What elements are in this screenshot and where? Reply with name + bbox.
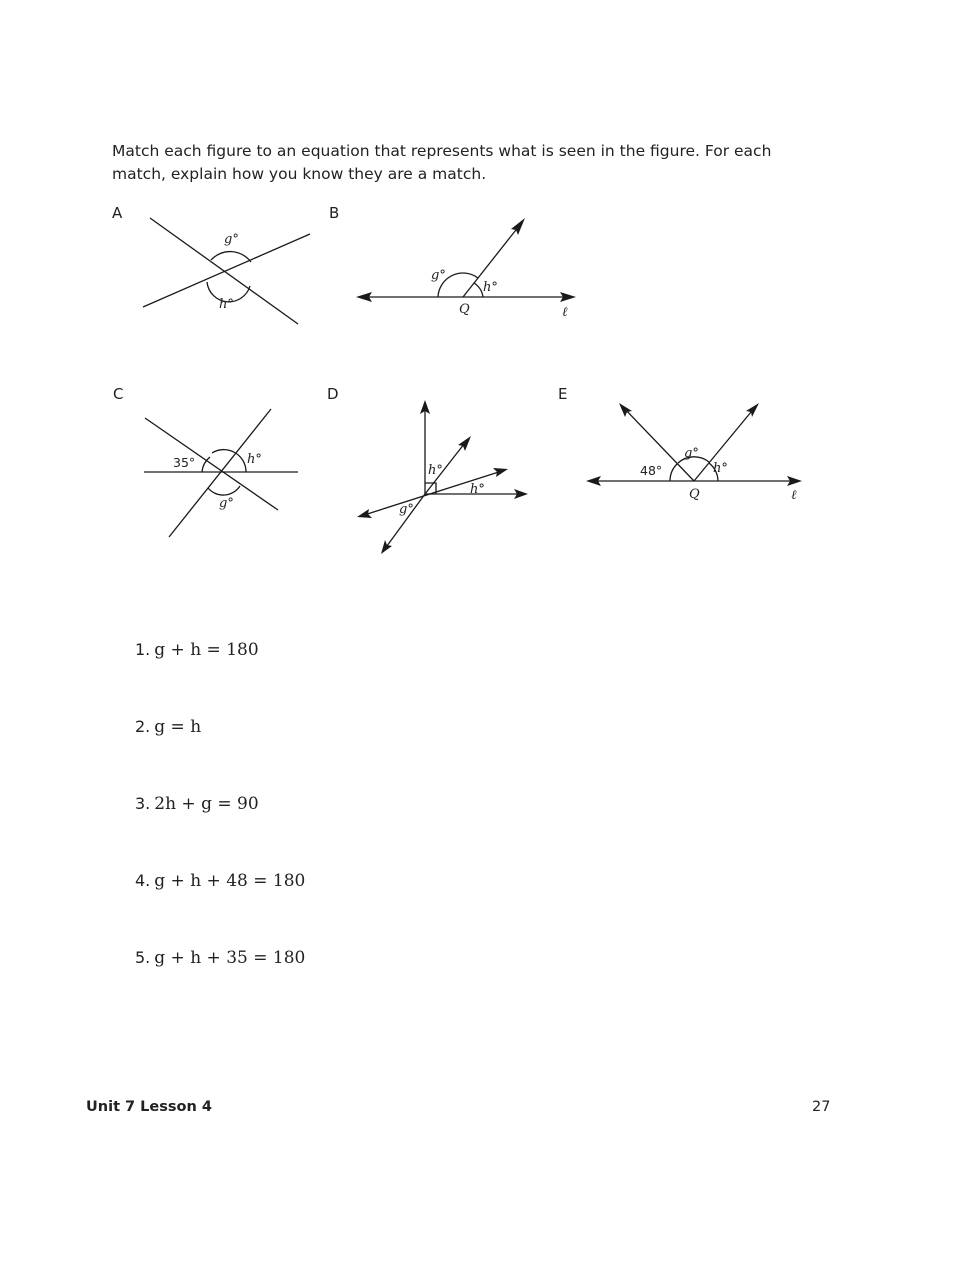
figure-e-line-label: ℓ [791, 488, 797, 503]
equation-1-expression: g + h = 180 [154, 640, 259, 660]
equation-2-number: 2. [135, 717, 151, 736]
figure-label-e: E [558, 385, 568, 403]
equation-1-number: 1. [135, 640, 151, 659]
figure-d-g-label: g° [399, 502, 414, 517]
figure-label-a: A [112, 204, 123, 222]
figure-e-48-label: 48° [640, 463, 663, 478]
equation-3-number: 3. [135, 794, 151, 813]
figure-e-point-q: Q [689, 487, 700, 502]
equation-1 [135, 640, 259, 660]
equation-5 [135, 948, 305, 968]
equation-4 [135, 871, 305, 891]
figure-c-35-label: 35° [173, 455, 196, 470]
figure-b-point-q: Q [459, 302, 470, 317]
figure-label-c: C [113, 385, 124, 403]
figure-e-h-label: h° [713, 461, 728, 476]
figure-b-g-label: g° [431, 268, 446, 283]
figure-d-h-label-2: h° [470, 482, 485, 497]
equation-5-number: 5. [135, 948, 151, 967]
equation-3-expression: 2h + g = 90 [154, 794, 259, 814]
equation-2-expression: g = h [154, 717, 202, 737]
equation-3 [135, 794, 259, 814]
instructions-text: Match each figure to an equation that represents what is seen in the figure. For each match, explain how you know they are a match. [112, 142, 772, 183]
figure-label-b: B [329, 204, 340, 222]
figure-a-h-label: h° [219, 297, 234, 312]
equation-4-expression: g + h + 48 = 180 [154, 871, 306, 891]
figure-c-g-label: g° [219, 496, 234, 511]
figure-b-h-label: h° [483, 280, 498, 295]
footer-unit-lesson: Unit 7 Lesson 4 [86, 1099, 212, 1115]
equation-2 [135, 717, 201, 737]
figure-e-g-label: g° [684, 446, 699, 461]
equation-5-expression: g + h + 35 = 180 [154, 948, 306, 968]
figure-label-d: D [327, 385, 339, 403]
figure-c-h-label: h° [247, 452, 262, 467]
figure-d-h-label-1: h° [428, 463, 443, 478]
figure-a-g-label: g° [224, 232, 239, 247]
footer-page-number: 27 [812, 1099, 831, 1115]
figure-b-line-label: ℓ [562, 305, 568, 320]
figure-e-arc-48 [670, 464, 677, 481]
equation-4-number: 4. [135, 871, 151, 890]
